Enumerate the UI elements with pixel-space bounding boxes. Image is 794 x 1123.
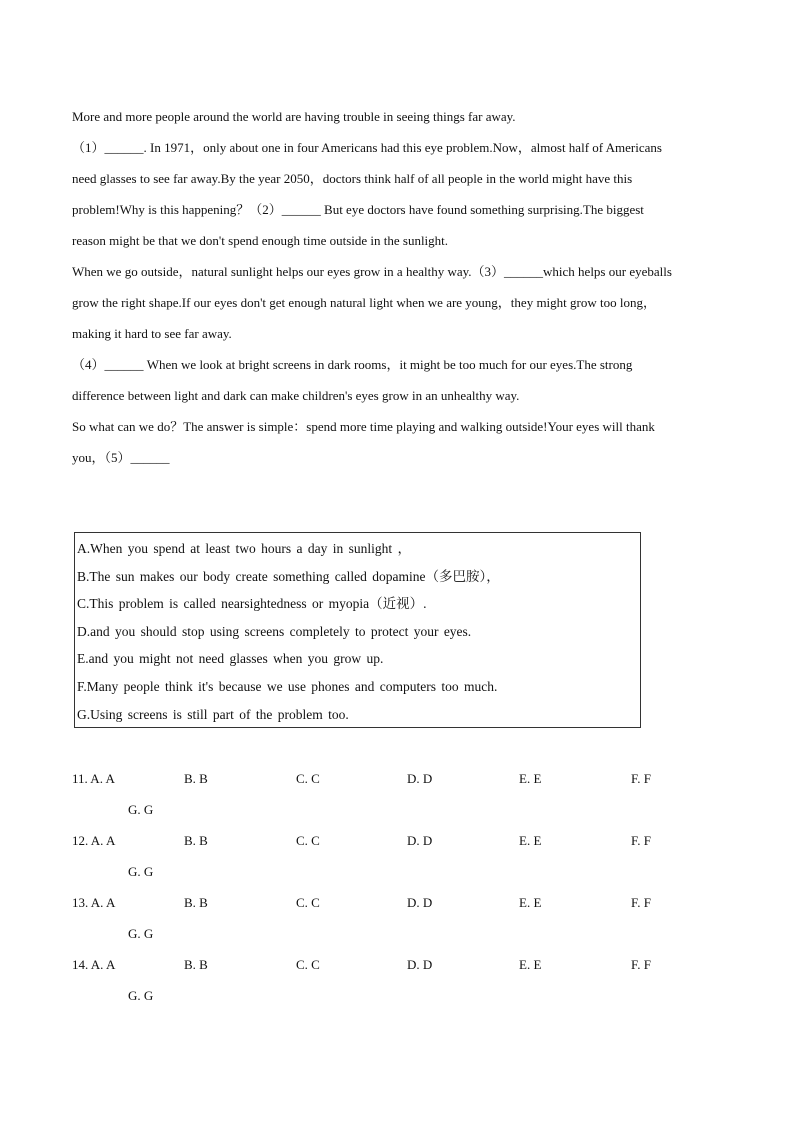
question-13-choice-c[interactable]: C. C: [296, 895, 320, 910]
question-13-choice-d[interactable]: D. D: [407, 895, 433, 910]
passage-line: reason might be that we don't spend enough time outside in the sunlight.: [72, 233, 449, 248]
question-13-choice-g[interactable]: G. G: [128, 926, 154, 941]
question-14-choice-a[interactable]: 14. A. A: [72, 957, 116, 972]
passage-line: making it hard to see far away.: [72, 326, 232, 341]
passage-line: problem!Why is this happening？（2）______ But eye doctors have found something surprising.The biggest: [72, 202, 644, 217]
question-12-choice-d[interactable]: D. D: [407, 833, 433, 848]
option-b: B.The sun makes our body create something called dopamine（多巴胺），: [77, 568, 500, 584]
option-c: C.This problem is called nearsightedness or myopia（近视）.: [77, 596, 427, 612]
passage-line: （4）______ When we look at bright screens in dark rooms，it might be too much for our eyes.The strong: [72, 357, 633, 372]
question-row-14: [72, 949, 732, 980]
question-11-choice-e[interactable]: E. E: [519, 771, 542, 786]
option-e: E.and you might not need glasses when you grow up.: [77, 651, 384, 667]
question-14-choice-b[interactable]: B. B: [184, 957, 208, 972]
option-g: G.Using screens is still part of the problem too.: [77, 706, 349, 722]
passage-line: （1）______. In 1971，only about one in four Americans had this eye problem.Now，almost half of Americans: [72, 140, 662, 155]
question-row-13: [72, 887, 732, 918]
question-11-choice-g[interactable]: G. G: [128, 802, 154, 817]
passage-line: When we go outside，natural sunlight helps our eyes grow in a healthy way.（3）______which helps our eyeballs: [72, 264, 672, 279]
question-row-14-cont: [72, 980, 732, 1011]
question-14-choice-g[interactable]: G. G: [128, 988, 154, 1003]
passage-line: you，（5）______: [72, 450, 170, 465]
question-row-12: [72, 825, 732, 856]
question-12-choice-e[interactable]: E. E: [519, 833, 542, 848]
passage-line: difference between light and dark can make children's eyes grow in an unhealthy way.: [72, 388, 520, 403]
question-row-12-cont: [72, 856, 732, 887]
question-list: [72, 763, 732, 1011]
question-12-choice-c[interactable]: C. C: [296, 833, 320, 848]
passage-line: need glasses to see far away.By the year 2050，doctors think half of all people in the world might have this: [72, 171, 633, 186]
option-d: D.and you should stop using screens completely to protect your eyes.: [77, 623, 472, 639]
question-13-choice-f[interactable]: F. F: [631, 895, 651, 910]
passage-line: More and more people around the world are having trouble in seeing things far away.: [72, 109, 516, 124]
question-11-choice-f[interactable]: F. F: [631, 771, 651, 786]
question-13-choice-b[interactable]: B. B: [184, 895, 208, 910]
question-12-choice-g[interactable]: G. G: [128, 864, 154, 879]
question-row-11-cont: [72, 794, 732, 825]
question-11-choice-b[interactable]: B. B: [184, 771, 208, 786]
question-11-choice-c[interactable]: C. C: [296, 771, 320, 786]
option-f: F.Many people think it's because we use phones and computers too much.: [77, 678, 498, 694]
question-11-choice-a[interactable]: 11. A. A: [72, 771, 115, 786]
question-14-choice-f[interactable]: F. F: [631, 957, 651, 972]
question-12-choice-b[interactable]: B. B: [184, 833, 208, 848]
question-row-11: [72, 763, 732, 794]
passage-line: So what can we do？The answer is simple：spend more time playing and walking outside!Your eyes will thank: [72, 419, 655, 434]
passage-line: grow the right shape.If our eyes don't get enough natural light when we are young，they might grow too long，: [72, 295, 656, 310]
question-row-13-cont: [72, 918, 732, 949]
question-12-choice-f[interactable]: F. F: [631, 833, 651, 848]
question-13-choice-e[interactable]: E. E: [519, 895, 542, 910]
question-12-choice-a[interactable]: 12. A. A: [72, 833, 116, 848]
question-14-choice-e[interactable]: E. E: [519, 957, 542, 972]
answer-options-box: [74, 532, 641, 728]
reading-passage: [72, 101, 732, 473]
option-a: A.When you spend at least two hours a day in sunlight ，: [77, 541, 411, 556]
question-13-choice-a[interactable]: 13. A. A: [72, 895, 116, 910]
question-14-choice-c[interactable]: C. C: [296, 957, 320, 972]
question-11-choice-d[interactable]: D. D: [407, 771, 433, 786]
question-14-choice-d[interactable]: D. D: [407, 957, 433, 972]
